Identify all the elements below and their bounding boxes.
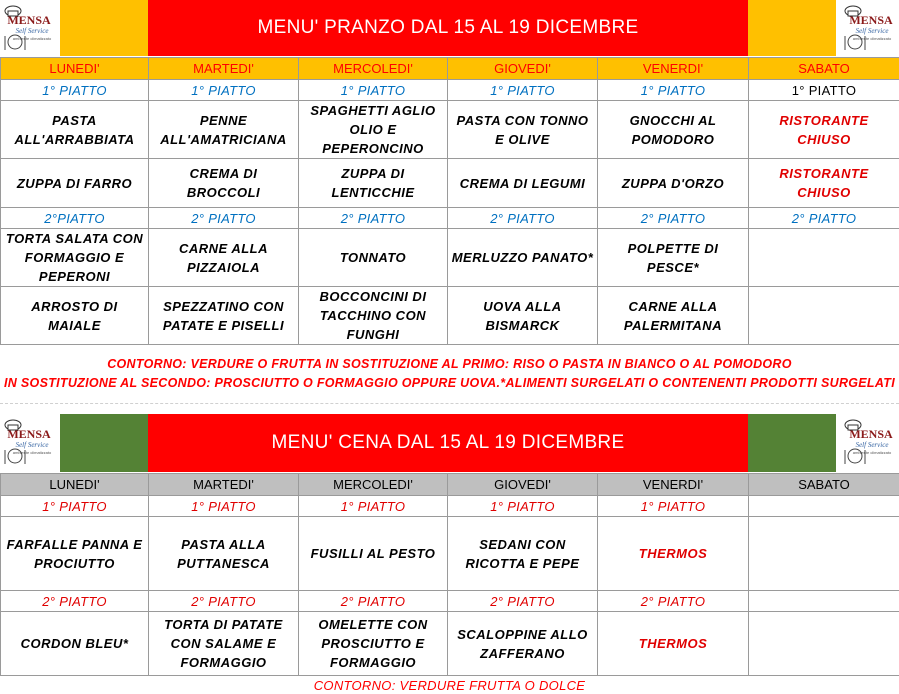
- lunch-second-dish-row: [1, 287, 899, 345]
- dinner-menu-table: [0, 473, 899, 676]
- dinner-days-row: [1, 474, 899, 496]
- lunch-menu-table: [0, 57, 899, 345]
- course-label: 2° PIATTO: [1, 591, 149, 612]
- mensa-logo-icon: [841, 2, 897, 54]
- course-label: 1° PIATTO: [149, 496, 299, 517]
- logo-sub-text: Self Service: [15, 441, 49, 449]
- mensa-logo-left: [0, 414, 58, 470]
- mensa-logo-right: [838, 414, 899, 470]
- dish-cell: ZUPPA DI FARRO: [1, 159, 149, 208]
- dish-cell: ZUPPA D'ORZO: [598, 159, 749, 208]
- dish-cell: CREMA DI BROCCOLI: [149, 159, 299, 208]
- dish-cell: [749, 517, 899, 591]
- dish-cell-closed: RISTORANTE CHIUSO: [749, 101, 899, 159]
- day-header: MERCOLEDI': [299, 474, 448, 496]
- dish-cell: FUSILLI AL PESTO: [299, 517, 448, 591]
- day-header: SABATO: [749, 58, 899, 80]
- logo-brand-text: MENSA: [848, 12, 893, 27]
- lunch-first-dish-row: [1, 159, 899, 208]
- lunch-header-band-left: [60, 0, 148, 56]
- dish-cell: [749, 612, 899, 676]
- logo-brand-text: MENSA: [7, 427, 51, 441]
- mensa-logo-left: [0, 0, 58, 55]
- dish-cell: BOCCONCINI DI TACCHINO CON FUNGHI: [299, 287, 448, 345]
- dish-cell: TORTA SALATA CON FORMAGGIO E PEPERONI: [1, 229, 149, 287]
- dish-cell: CARNE ALLA PIZZAIOLA: [149, 229, 299, 287]
- dish-cell: ZUPPA DI LENTICCHIE: [299, 159, 448, 208]
- course-label: [749, 496, 899, 517]
- lunch-days-row: [1, 58, 899, 80]
- lunch-title: MENU' PRANZO DAL 15 AL 19 DICEMBRE: [148, 0, 748, 56]
- course-label: 1° PIATTO: [1, 496, 149, 517]
- dinner-first-course-row: [1, 496, 899, 517]
- course-label: 2° PIATTO: [299, 208, 448, 229]
- course-label: [749, 591, 899, 612]
- day-header: MERCOLEDI': [299, 58, 448, 80]
- day-header: MARTEDI': [149, 58, 299, 80]
- dish-cell: CREMA DI LEGUMI: [448, 159, 598, 208]
- course-label: 2° PIATTO: [149, 591, 299, 612]
- course-label: 2° PIATTO: [149, 208, 299, 229]
- dinner-note-side: CONTORNO: VERDURE FRUTTA O DOLCE: [313, 678, 586, 693]
- dinner-second-dish-row: [1, 612, 899, 676]
- lunch-second-course-row: [1, 208, 899, 229]
- course-label: 2° PIATTO: [598, 591, 749, 612]
- dish-cell: [749, 229, 899, 287]
- dish-cell: CORDON BLEU*: [1, 612, 149, 676]
- course-label: 2° PIATTO: [299, 591, 448, 612]
- logo-tag-text: ambiente climatizzato: [852, 450, 891, 455]
- dish-cell-thermos: THERMOS: [598, 517, 749, 591]
- lunch-first-course-row: [1, 80, 899, 101]
- course-label: 2° PIATTO: [598, 208, 749, 229]
- course-label: 1° PIATTO: [448, 496, 598, 517]
- day-header: LUNEDI': [1, 474, 149, 496]
- logo-brand-text: MENSA: [7, 12, 51, 27]
- course-label: 2° PIATTO: [749, 208, 899, 229]
- dish-cell: FARFALLE PANNA E PROCIUTTO: [1, 517, 149, 591]
- dish-cell: SPAGHETTI AGLIO OLIO E PEPERONCINO: [299, 101, 448, 159]
- dish-cell: PASTA CON TONNO E OLIVE: [448, 101, 598, 159]
- logo-sub-text: Self Service: [855, 26, 888, 35]
- logo-tag-text: ambiente climatizzato: [852, 35, 891, 41]
- dish-cell: SEDANI CON RICOTTA E PEPE: [448, 517, 598, 591]
- dish-cell: POLPETTE DI PESCE*: [598, 229, 749, 287]
- logo-sub-text: Self Service: [855, 441, 888, 449]
- logo-sub-text: Self Service: [15, 26, 49, 35]
- logo-tag-text: ambiente climatizzato: [12, 35, 52, 41]
- section-divider: [0, 403, 899, 404]
- course-label: 2° PIATTO: [448, 591, 598, 612]
- dish-cell: GNOCCHI AL POMODORO: [598, 101, 749, 159]
- dish-cell: ARROSTO DI MAIALE: [1, 287, 149, 345]
- dish-cell: CARNE ALLA PALERMITANA: [598, 287, 749, 345]
- dinner-title: MENU' CENA DAL 15 AL 19 DICEMBRE: [148, 414, 748, 472]
- dish-cell: SCALOPPINE ALLO ZAFFERANO: [448, 612, 598, 676]
- day-header: GIOVEDI': [448, 474, 598, 496]
- dinner-header-band-left: [60, 414, 148, 472]
- mensa-logo-icon: [841, 416, 897, 468]
- course-label: 1° PIATTO: [749, 80, 899, 101]
- day-header: SABATO: [749, 474, 899, 496]
- course-label: 1° PIATTO: [448, 80, 598, 101]
- lunch-first-dish-row: [1, 101, 899, 159]
- logo-tag-text: ambiente climatizzato: [12, 450, 52, 455]
- lunch-header-band-right: [748, 0, 836, 56]
- lunch-note-side: CONTORNO: VERDURE O FRUTTA IN SOSTITUZIONE AL PRIMO: RISO O PASTA IN BIANCO O AL POMODORO: [107, 357, 792, 371]
- mensa-logo-icon: [1, 2, 57, 54]
- day-header: VENERDI': [598, 58, 749, 80]
- dinner-header-band-right: [748, 414, 836, 472]
- course-label: 1° PIATTO: [598, 80, 749, 101]
- dish-cell: OMELETTE CON PROSCIUTTO E FORMAGGIO: [299, 612, 448, 676]
- mensa-logo-icon: [1, 416, 57, 468]
- course-label: 1° PIATTO: [598, 496, 749, 517]
- day-header: VENERDI': [598, 474, 749, 496]
- dish-cell: TONNATO: [299, 229, 448, 287]
- dish-cell: PASTA ALL'ARRABBIATA: [1, 101, 149, 159]
- day-header: MARTEDI': [149, 474, 299, 496]
- course-label: 1° PIATTO: [299, 80, 448, 101]
- mensa-logo-right: [838, 0, 899, 55]
- course-label: 1° PIATTO: [149, 80, 299, 101]
- course-label: 1° PIATTO: [299, 496, 448, 517]
- dish-cell-thermos: THERMOS: [598, 612, 749, 676]
- logo-brand-text: MENSA: [848, 427, 893, 441]
- course-label: 2°PIATTO: [1, 208, 149, 229]
- dinner-second-course-row: [1, 591, 899, 612]
- lunch-second-dish-row: [1, 229, 899, 287]
- dish-cell-closed: RISTORANTE CHIUSO: [749, 159, 899, 208]
- dish-cell: UOVA ALLA BISMARCK: [448, 287, 598, 345]
- dish-cell: TORTA DI PATATE CON SALAME E FORMAGGIO: [149, 612, 299, 676]
- course-label: 1° PIATTO: [1, 80, 149, 101]
- day-header: GIOVEDI': [448, 58, 598, 80]
- dish-cell: SPEZZATINO CON PATATE E PISELLI: [149, 287, 299, 345]
- lunch-note-substitution: IN SOSTITUZIONE AL SECONDO: PROSCIUTTO O FORMAGGIO OPPURE UOVA.*ALIMENTI SURGELATI O CONTENENTI PRODOTTI SURGELATI: [4, 376, 895, 390]
- dish-cell: PENNE ALL'AMATRICIANA: [149, 101, 299, 159]
- dish-cell: MERLUZZO PANATO*: [448, 229, 598, 287]
- day-header: LUNEDI': [1, 58, 149, 80]
- dish-cell: [749, 287, 899, 345]
- dinner-first-dish-row: [1, 517, 899, 591]
- course-label: 2° PIATTO: [448, 208, 598, 229]
- dish-cell: PASTA ALLA PUTTANESCA: [149, 517, 299, 591]
